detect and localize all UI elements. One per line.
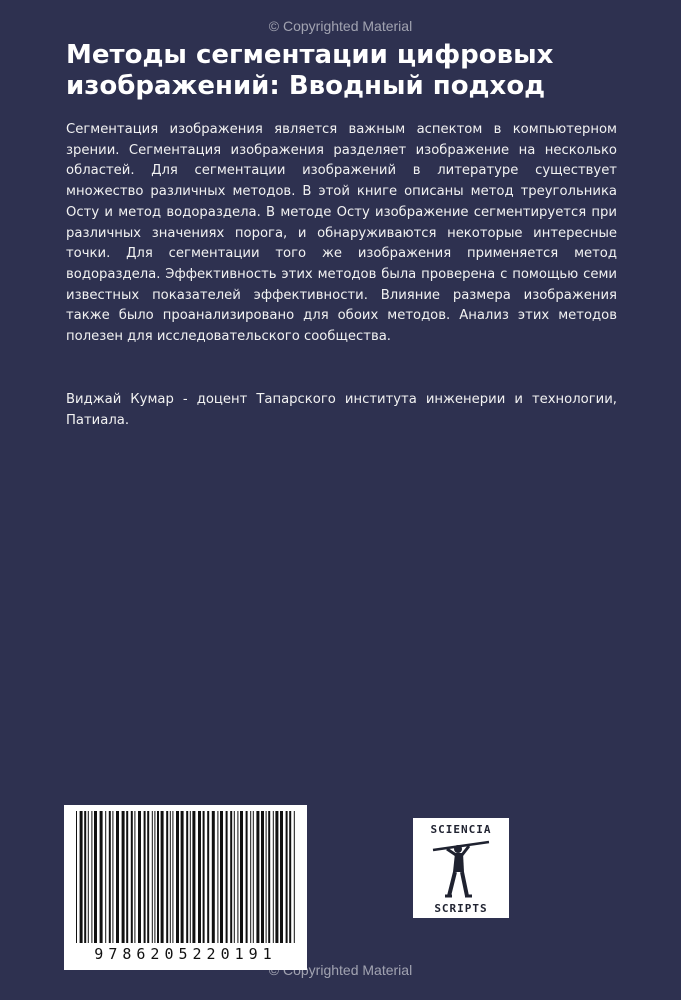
barcode-bar bbox=[230, 811, 232, 943]
book-title: Методы сегментации цифровых изображений: Вводный подход bbox=[66, 40, 554, 101]
barcode-bar bbox=[80, 811, 83, 943]
barcode-bar bbox=[220, 811, 223, 943]
barcode-bar bbox=[192, 811, 195, 943]
barcode-bar bbox=[105, 811, 106, 943]
barcode-bar bbox=[212, 811, 215, 943]
barcode-bar bbox=[154, 811, 155, 943]
barcode-bar bbox=[256, 811, 259, 943]
barcode-bars bbox=[72, 811, 299, 947]
barcode-bar bbox=[131, 811, 133, 943]
barcode-bar bbox=[88, 811, 89, 943]
barcode-bar bbox=[152, 811, 153, 943]
barcode-bar bbox=[198, 811, 201, 943]
barcode-bar bbox=[166, 811, 168, 943]
barcode-bar bbox=[268, 811, 270, 943]
barcode-bar bbox=[144, 811, 146, 943]
barcode-bar bbox=[126, 811, 128, 943]
barcode-bar bbox=[181, 811, 184, 943]
barcode-bar bbox=[226, 811, 228, 943]
barcode-bar bbox=[161, 811, 164, 943]
barcode-bar bbox=[253, 811, 254, 943]
author-bio: Виджай Кумар - доцент Тапарского института инженерии и технологии, Патиала. bbox=[66, 392, 617, 428]
publisher-name-top: SCIENCIA bbox=[430, 823, 492, 836]
barcode-bar bbox=[237, 811, 238, 943]
barcode-bar bbox=[286, 811, 288, 943]
barcode-bar bbox=[91, 811, 92, 943]
barcode-bar bbox=[203, 811, 205, 943]
barcode-bar bbox=[289, 811, 291, 943]
barcode-bar bbox=[207, 811, 209, 943]
publisher-name-bottom: SCRIPTS bbox=[434, 902, 488, 915]
barcode-bar bbox=[112, 811, 113, 943]
isbn-number: 9786205220191 bbox=[94, 945, 277, 963]
barcode-bar bbox=[273, 811, 274, 943]
barcode-bar bbox=[294, 811, 295, 943]
copyright-watermark-top: © Copyrighted Material bbox=[268, 18, 413, 34]
barcode-bar bbox=[250, 811, 251, 943]
man-carrying-pole-icon bbox=[431, 838, 491, 900]
barcode-bar bbox=[109, 811, 111, 943]
isbn-barcode bbox=[64, 805, 307, 970]
barcode-bar bbox=[172, 811, 173, 943]
barcode-bar bbox=[147, 811, 149, 943]
barcode-bar bbox=[76, 811, 77, 943]
barcode-bar bbox=[234, 811, 235, 943]
barcode-bar bbox=[116, 811, 119, 943]
barcode-bar bbox=[100, 811, 103, 943]
barcode-bar bbox=[122, 811, 125, 943]
barcode-bar bbox=[134, 811, 135, 943]
barcode-bar bbox=[280, 811, 283, 943]
book-description: Сегментация изображения является важным аспектом в компьютерном зрении. Сегментация изображения разделяет изображение на несколько областей. Для сегментации изображений в литературе существует множество различных методов. В этой книге описаны метод треугольника Осту и метод водораздела. В методе Осту изображение сегментируется при различных значениях порога, и обнаруживаются некоторые интересные точки. Для сегментации того же изображения применяется метод водораздела. Эффективность этих методов была проверена с помощью семи известных показателей эффективности. Влияние размера изображения также было проанализировано для обоих методов. Анализ этих методов полезен для исследовательского сообщества. bbox=[66, 122, 617, 345]
barcode-bar bbox=[94, 811, 97, 943]
barcode-bar bbox=[266, 811, 267, 943]
barcode-bar bbox=[170, 811, 171, 943]
publisher-logo bbox=[413, 818, 509, 918]
barcode-bar bbox=[176, 811, 179, 943]
barcode-bar bbox=[190, 811, 191, 943]
barcode-bar bbox=[275, 811, 278, 943]
barcode-bar bbox=[261, 811, 264, 943]
barcode-bar bbox=[157, 811, 159, 943]
barcode-bar bbox=[217, 811, 218, 943]
copyright-watermark-bottom: © Copyrighted Material bbox=[268, 962, 413, 978]
barcode-bar bbox=[240, 811, 243, 943]
barcode-bar bbox=[186, 811, 188, 943]
barcode-bar bbox=[246, 811, 248, 943]
barcode-bar bbox=[84, 811, 86, 943]
barcode-bar bbox=[138, 811, 141, 943]
